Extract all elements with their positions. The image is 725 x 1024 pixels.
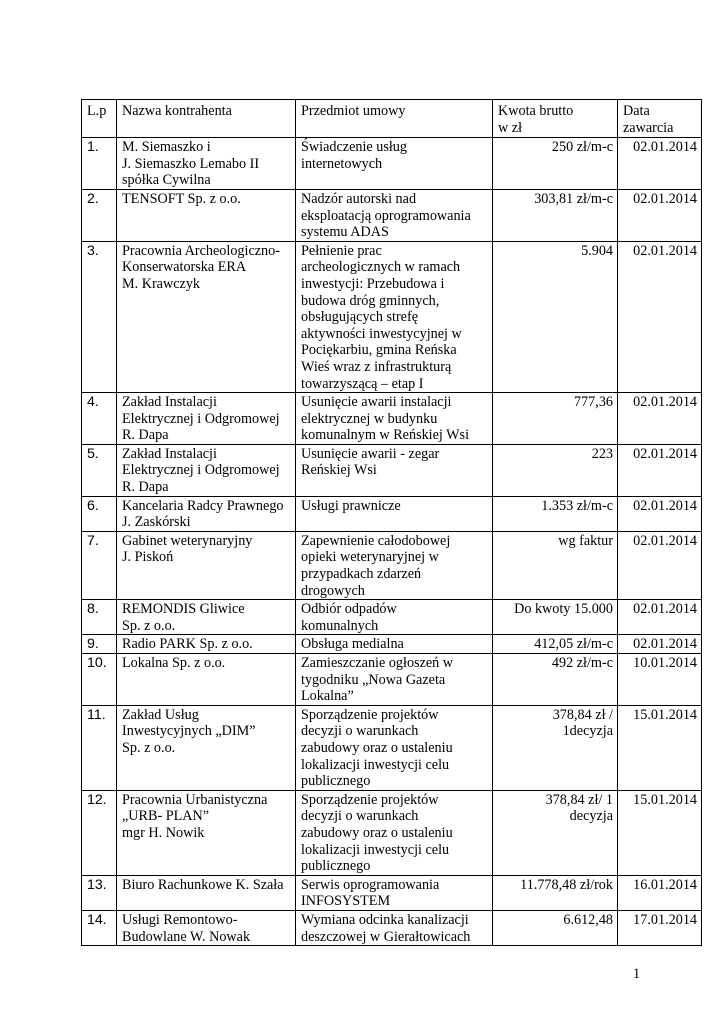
cell-amount: 6.612,48 <box>493 910 618 945</box>
cell-amount: 378,84 zł / 1decyzja <box>493 705 618 790</box>
cell-lp: 9. <box>82 635 117 654</box>
cell-subject: Sporządzenie projektów decyzji o warunkach zabudowy oraz o ustaleniu lokalizacji inwestycji celu publicznego <box>296 705 493 790</box>
cell-contractor: M. Siemaszko i J. Siemaszko Lemabo II spółka Cywilna <box>117 138 296 190</box>
cell-lp: 13. <box>82 875 117 910</box>
table-row <box>82 496 702 531</box>
cell-amount: 223 <box>493 444 618 496</box>
cell-amount: 492 zł/m-c <box>493 654 618 706</box>
cell-subject: Sporządzenie projektów decyzji o warunkach zabudowy oraz o ustaleniu lokalizacji inwestycji celu publicznego <box>296 790 493 875</box>
cell-amount: 5.904 <box>493 241 618 392</box>
cell-subject: Usunięcie awarii instalacji elektrycznej w budynku komunalnym w Reńskiej Wsi <box>296 393 493 445</box>
cell-subject: Serwis oprogramowania INFOSYSTEM <box>296 875 493 910</box>
cell-date: 02.01.2014 <box>618 635 702 654</box>
cell-amount: Do kwoty 15.000 <box>493 600 618 635</box>
cell-contractor: Zakład Instalacji Elektrycznej i Odgromowej R. Dapa <box>117 393 296 445</box>
cell-contractor: Radio PARK Sp. z o.o. <box>117 635 296 654</box>
table-row <box>82 444 702 496</box>
cell-date: 15.01.2014 <box>618 705 702 790</box>
cell-amount: 303,81 zł/m-c <box>493 189 618 241</box>
cell-date: 02.01.2014 <box>618 138 702 190</box>
cell-contractor: Zakład Usług Inwestycyjnych „DIM” Sp. z o.o. <box>117 705 296 790</box>
cell-contractor: Zakład Instalacji Elektrycznej i Odgromowej R. Dapa <box>117 444 296 496</box>
table-header-row <box>82 100 702 138</box>
cell-lp: 5. <box>82 444 117 496</box>
page-number: 1 <box>633 966 641 982</box>
cell-lp: 12. <box>82 790 117 875</box>
cell-subject: Zapewnienie całodobowej opieki weterynaryjnej w przypadkach zdarzeń drogowych <box>296 531 493 599</box>
table-row <box>82 531 702 599</box>
table-row <box>82 138 702 190</box>
cell-subject: Usunięcie awarii - zegar Reńskiej Wsi <box>296 444 493 496</box>
cell-amount: 250 zł/m-c <box>493 138 618 190</box>
cell-lp: 14. <box>82 910 117 945</box>
cell-date: 15.01.2014 <box>618 790 702 875</box>
header-lp: L.p <box>82 100 117 138</box>
cell-contractor: TENSOFT Sp. z o.o. <box>117 189 296 241</box>
cell-amount: 378,84 zł/ 1 decyzja <box>493 790 618 875</box>
cell-subject: Świadczenie usług internetowych <box>296 138 493 190</box>
cell-subject: Pełnienie prac archeologicznych w ramach inwestycji: Przebudowa i budowa dróg gminnych, obsługujących strefę aktywności inwestycyjnej w Pociękarbiu, gmina Reńska Wieś wraz z infrastrukturą towarzyszącą – etap I <box>296 241 493 392</box>
table-row <box>82 875 702 910</box>
cell-contractor: Usługi Remontowo- Budowlane W. Nowak <box>117 910 296 945</box>
table-row <box>82 189 702 241</box>
table-row <box>82 790 702 875</box>
cell-contractor: Kancelaria Radcy Prawnego J. Zaskórski <box>117 496 296 531</box>
cell-date: 10.01.2014 <box>618 654 702 706</box>
table-body <box>82 138 702 946</box>
cell-date: 02.01.2014 <box>618 600 702 635</box>
cell-contractor: Lokalna Sp. z o.o. <box>117 654 296 706</box>
cell-lp: 7. <box>82 531 117 599</box>
cell-lp: 6. <box>82 496 117 531</box>
table-row <box>82 393 702 445</box>
cell-subject: Wymiana odcinka kanalizacji deszczowej w Gierałtowicach <box>296 910 493 945</box>
cell-date: 02.01.2014 <box>618 531 702 599</box>
cell-amount: 412,05 zł/m-c <box>493 635 618 654</box>
header-contractor: Nazwa kontrahenta <box>117 100 296 138</box>
cell-amount: 11.778,48 zł/rok <box>493 875 618 910</box>
cell-date: 17.01.2014 <box>618 910 702 945</box>
table-row <box>82 654 702 706</box>
cell-lp: 4. <box>82 393 117 445</box>
cell-lp: 10. <box>82 654 117 706</box>
table-row <box>82 600 702 635</box>
cell-amount: 1.353 zł/m-c <box>493 496 618 531</box>
header-subject: Przedmiot umowy <box>296 100 493 138</box>
cell-date: 02.01.2014 <box>618 393 702 445</box>
header-amount: Kwota brutto w zł <box>493 100 618 138</box>
cell-lp: 2. <box>82 189 117 241</box>
cell-amount: 777,36 <box>493 393 618 445</box>
cell-contractor: Pracownia Archeologiczno- Konserwatorska ERA M. Krawczyk <box>117 241 296 392</box>
header-date: Data zawarcia <box>618 100 702 138</box>
cell-contractor: Biuro Rachunkowe K. Szała <box>117 875 296 910</box>
cell-date: 02.01.2014 <box>618 241 702 392</box>
table-row <box>82 705 702 790</box>
cell-subject: Zamieszczanie ogłoszeń w tygodniku „Nowa Gazeta Lokalna” <box>296 654 493 706</box>
cell-contractor: Gabinet weterynaryjny J. Piskoń <box>117 531 296 599</box>
table-row <box>82 910 702 945</box>
cell-date: 02.01.2014 <box>618 444 702 496</box>
table-row <box>82 241 702 392</box>
cell-subject: Odbiór odpadów komunalnych <box>296 600 493 635</box>
cell-date: 16.01.2014 <box>618 875 702 910</box>
cell-subject: Obsługa medialna <box>296 635 493 654</box>
contracts-table <box>81 99 702 946</box>
cell-contractor: Pracownia Urbanistyczna „URB- PLAN” mgr H. Nowik <box>117 790 296 875</box>
cell-subject: Usługi prawnicze <box>296 496 493 531</box>
cell-subject: Nadzór autorski nad eksploatacją oprogramowania systemu ADAS <box>296 189 493 241</box>
cell-date: 02.01.2014 <box>618 189 702 241</box>
cell-date: 02.01.2014 <box>618 496 702 531</box>
cell-lp: 8. <box>82 600 117 635</box>
cell-contractor: REMONDIS Gliwice Sp. z o.o. <box>117 600 296 635</box>
cell-lp: 3. <box>82 241 117 392</box>
cell-lp: 11. <box>82 705 117 790</box>
cell-amount: wg faktur <box>493 531 618 599</box>
table-row <box>82 635 702 654</box>
cell-lp: 1. <box>82 138 117 190</box>
